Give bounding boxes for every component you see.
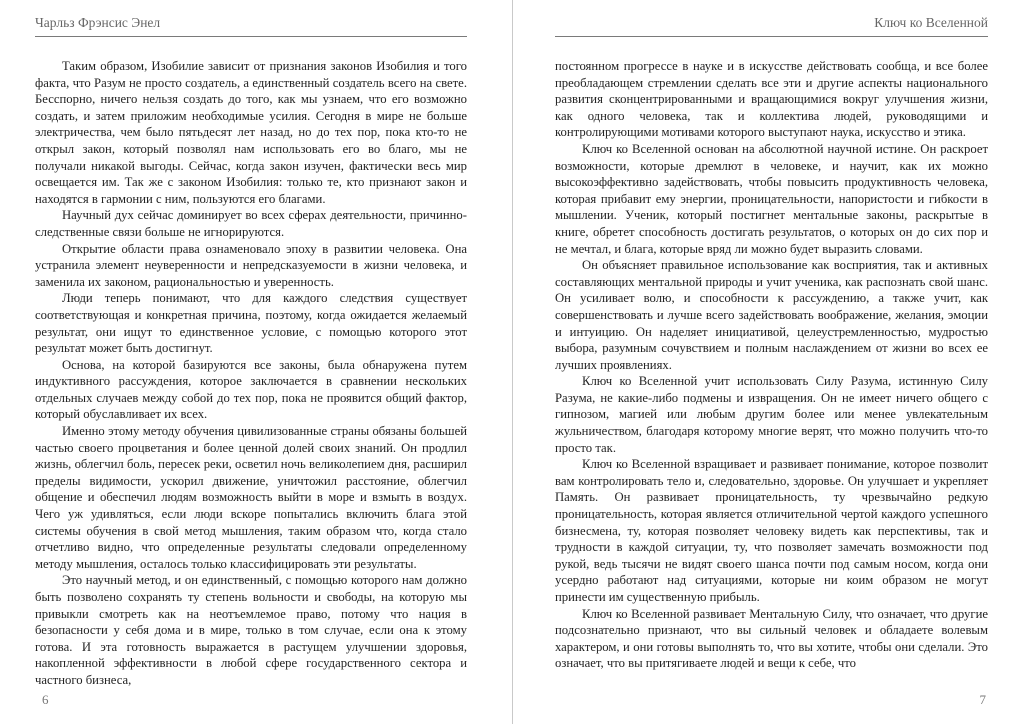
paragraph: Таким образом, Изобилие зависит от признания законов Изобилия и того факта, что Разум не просто создатель, а единственный создатель всего на свете. Бесспорно, ничего нельзя создать до того, как мы узнаем, что его возможно создать, и затем приложим необходимые усилия. Сегодня в мире не больше электричества, чем было пятьдесят лет назад, но до тех пор, пока кто-то не открыл закон, который позволял нам использовать его во благо, мы не получали никакой выгоды. Сейчас, когда закон изучен, фактически весь мир освещается им. Так же с законом Изобилия: только те, кто признают закон и находятся в гармонии с ним, пользуются его благами. [35,59,467,206]
paragraph: Научный дух сейчас доминирует во всех сферах деятельности, причинно-следственные связи больше не игнорируются. [35,208,467,239]
paragraph: Это научный метод, и он единственный, с помощью которого нам должно быть позволено сохранять ту степень вольности и свободы, на которую мы привыкли смотреть как на неотъемлемое право, потому что нация в безопасности у себя дома и в мире, только в том случае, если она к этому готова. И эта готовность выражается в растущем улучшении здоровья, накопленной эффективности в любой сфере государственного сектора и частного бизнеса, [35,573,467,687]
page-gutter-divider [512,0,513,724]
paragraph: Именно этому методу обучения цивилизованные страны обязаны большей частью своего процветания и более ценной долей своих знаний. Он продлил жизнь, облегчил боль, пересек реки, осветил ночь великолепием дня, расширил пределы видимости, ускорил движение, уничтожил расстояние, облегчил общение и обеспечил людям возможность выйти в море и взмыть в воздух. Чего уж удивляться, если люди вскоре попытались включить блага этой системы обучения в свой метод мышления, таким образом что, когда стало отчетливо видно, что определенные результаты следовали определенному методу мышления, осталось только классифицировать эти результаты. [35,424,467,571]
right-page [512,0,1017,724]
left-page-header-author: Чарльз Фрэнсис Энел [35,14,467,37]
paragraph: Ключ ко Вселенной развивает Ментальную Силу, что означает, что другие подсознательно признают, что вы сильный человек и обладаете волевым характером, и они готовы выполнять то, что вы хотите, чтобы они сделали. Это означает, что вы притягиваете людей и вещи к себе, что [555,606,988,671]
paragraph: Основа, на которой базируются все законы, была обнаружена путем индуктивного рассуждения, которое заключается в сравнении нескольких отдельных случаев между собой до тех пор, пока не проявится общий фактор, который обуславливает их всех. [35,357,467,422]
paragraph: Открытие области права ознаменовало эпоху в развитии человека. Она устранила элемент неуверенности и непредсказуемости в жизни человека, и заменила их законом, рациональностью и уверенность. [35,241,467,289]
left-page-number: 6 [42,692,49,707]
paragraph: Люди теперь понимают, что для каждого следствия существует соответствующая и конкретная причина, поэтому, когда ожидается желаемый результат, они ищут то единственное условие, с помощью которого этот результат может быть достигнут. [35,291,467,356]
left-page-body [35,58,467,689]
paragraph: постоянном прогрессе в науке и в искусстве действовать сообща, и все более преобладающем стремлении сделать все эти и другие аспекты национального развития сконцентрированными и вращающимися вокруг улучшения жизни, как одного человека, так и коллектива людей, руководящими и контролирующими мотивами которого выступают наука, искусство и этика. [555,59,988,140]
paragraph: Ключ ко Вселенной основан на абсолютной научной истине. Он раскроет возможности, которые дремлют в человеке, и научит, как их можно высокоэффективно задействовать, чтобы повысить продуктивность человека, которая прибавит ему энергии, проницательности, напористости и гибкости в мышлении. Ученик, который постигнет ментальные законы, раскрытые в книге, обретет способность достигать результатов, о которых он до сих пор и не мечтал, и блага, которые вряд ли можно будет выразить словами. [555,141,988,256]
paragraph: Ключ ко Вселенной учит использовать Силу Разума, истинную Силу Разума, не какие-либо подмены и извращения. Он не имеет ничего общего с гипнозом, магией или любым другим более или менее увлекательным жульничеством, благодаря которому многие верят, что можно получить что-то просто так. [555,374,988,455]
paragraph: Ключ ко Вселенной взращивает и развивает понимание, которое позволит вам контролировать тело и, следовательно, здоровье. Он улучшает и укрепляет Память. Он развивает проницательность, ту чрезвычайно редкую проницательность, которая является отличительной чертой каждого успешного бизнесмена, ту, которая позволяет человеку видеть как перспективы, так и трудности в каждой ситуации, ту, что позволяет замечать возможности под рукой, ведь тысячи не видят своего шанса почти под самым носом, когда они усердно работают над ситуациями, которые ни коим образом не могут принести им существенную прибыль. [555,457,988,604]
paragraph: Он объясняет правильное использование как восприятия, так и активных составляющих ментальной природы и учит ученика, как распознать свой шанс. Он усиливает волю, и способности к рассуждению, а также учит, как совершенствовать и лучше всего задействовать воображение, желания, эмоции и интуицию. Он наделяет инициативой, целеустремленностью, мудростью выбора, разумным сочувствием и полным наслаждением от жизни во всех ее лучших проявлениях. [555,258,988,372]
right-page-header-title: Ключ ко Вселенной [555,14,988,37]
right-page-body [555,58,988,672]
right-page-number: 7 [979,692,986,707]
